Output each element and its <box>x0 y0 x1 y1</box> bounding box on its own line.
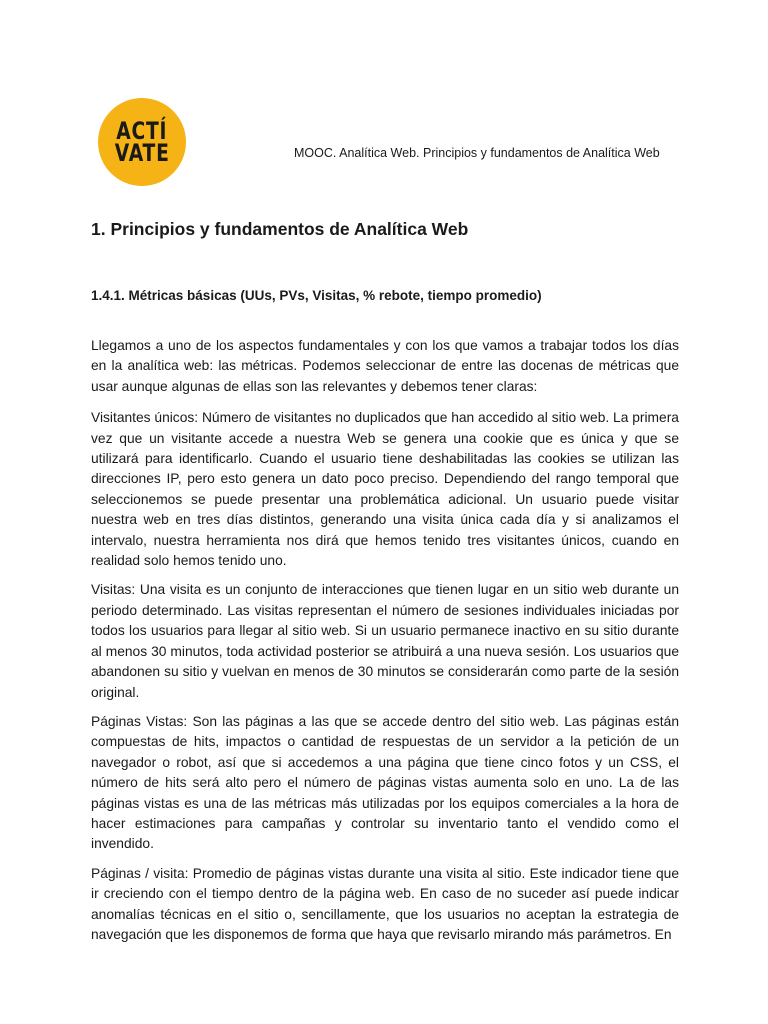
logo-line-2: VATE <box>114 139 170 167</box>
paragraph-visitantes-unicos: Visitantes únicos: Número de visitantes no duplicados que han accedido al sitio web. La primera vez que un visitante accede a nuestra Web se genera una cookie que es única y que se utilizará para identificarlo. Cuando el usuario tiene deshabilitadas las cookies se utilizan las direcciones IP, pero esto genera un dato poco preciso. Dependiendo del rango temporal que seleccionemos se puede presentar una problemática adicional. Un usuario puede visitar nuestra web en tres días distintos, generando una visita única cada día y si analizamos el intervalo, nuestra herramienta nos dirá que hemos tenido tres visitantes únicos, cuando en realidad solo hemos tenido uno. <box>91 410 679 569</box>
paragraph-paginas-visita: Páginas / visita: Promedio de páginas vistas durante una visita al sitio. Este indicador tiene que ir creciendo con el tiempo dentro de la página web. En caso de no suceder así puede indicar anomalías técnicas en el sitio o, sencillamente, que los usuarios no aceptan la estrategia de navegación que les disponemos de forma que haya que revisarlo mirando más parámetros. En <box>91 865 679 942</box>
course-header: MOOC. Analítica Web. Principios y fundamentos de Analítica Web <box>294 146 660 160</box>
document-title: 1. Principios y fundamentos de Analítica Web <box>91 219 469 239</box>
paragraph-visitas: Visitas: Una visita es un conjunto de interacciones que tienen lugar en un sitio web durante un periodo determinado. Las visitas representan el número de sesiones individuales iniciadas por todos los usuarios para llegar al sitio web. Si un usuario permanece inactivo en su sitio durante al menos 30 minutos, toda actividad posterior se atribuirá a una nueva sesión. Los usuarios que abandonen su sitio y vuelvan en menos de 30 minutos se considerarán como parte de la sesión original. <box>91 582 679 700</box>
logo-line-1: ACTÍ <box>116 117 168 145</box>
paragraph-paginas-vistas: Páginas Vistas: Son las páginas a las que se accede dentro del sitio web. Las páginas están compuestas de hits, impactos o cantidad de respuestas de un servidor a la petición de un navegador o robot, así que si accedemos a una página que tiene cinco fotos y un CSS, el número de hits será alto pero el número de páginas vistas aumenta solo en uno. La de las páginas vistas es una de las métricas más utilizadas por los equipos comerciales a la hora de hacer estimaciones para campañas y controlar su inventario tanto el vendido como el invendido. <box>91 713 679 852</box>
paragraph-intro: Llegamos a uno de los aspectos fundamentales y con los que vamos a trabajar todos los días en la analítica web: las métricas. Podemos seleccionar de entre las docenas de métricas que usar aunque algunas de ellas son las relevantes y debemos tener claras: <box>91 338 679 394</box>
document-body <box>91 336 679 954</box>
section-subtitle: 1.4.1. Métricas básicas (UUs, PVs, Visitas, % rebote, tiempo promedio) <box>91 288 542 303</box>
activate-logo <box>98 98 186 186</box>
